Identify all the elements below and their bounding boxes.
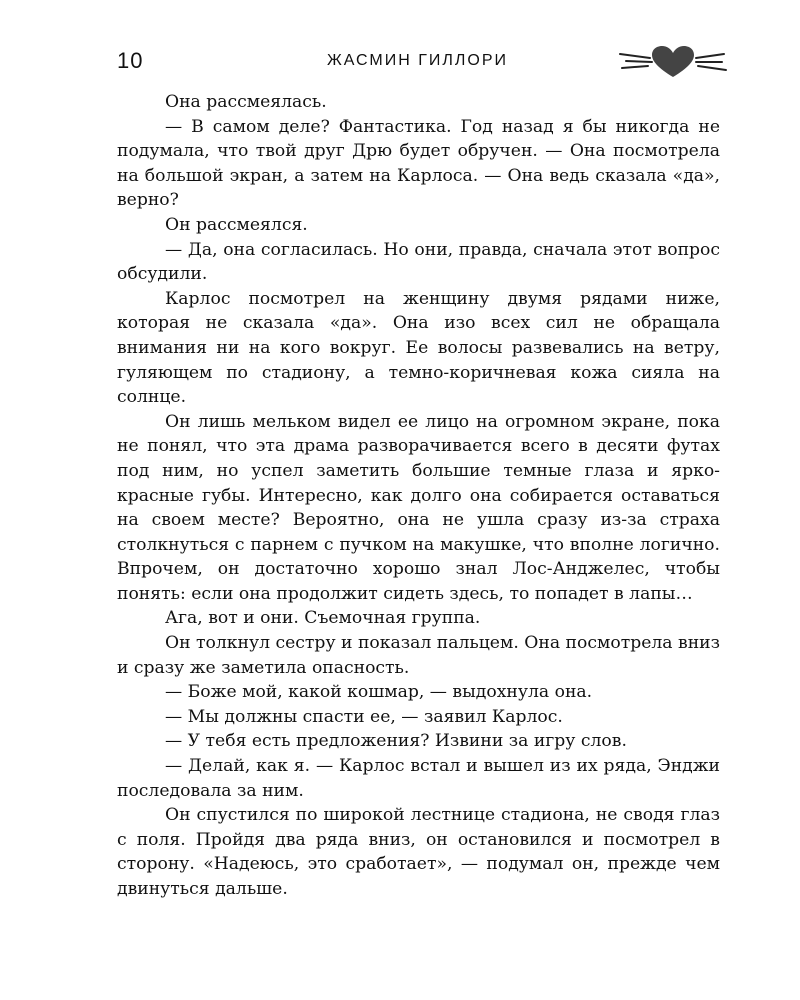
- paragraph: — У тебя есть предложения? Извини за игру слов.: [165, 731, 627, 752]
- paragraph: Он рассмеялся.: [165, 214, 308, 235]
- paragraph: Он спустился по широкой лестнице стадиона, не сводя глаз с поля. Пройдя два ряда вниз, он остановился и посмотрел в сторону. «Надеюсь, это сработает», — подумал он, прежде чем двинуться дальше.: [117, 805, 720, 899]
- page-header: [117, 44, 728, 84]
- paragraph: Она рассмеялась.: [165, 92, 327, 112]
- paragraph: — Боже мой, какой кошмар, — выдохнула она.: [165, 682, 593, 703]
- paragraph: Карлос посмотрел на женщину двумя рядами ниже, которая не сказала «да». Она изо всех сил не обращала внимания ни на кого вокруг. Ее волосы развевались на ветру, гуляющем по стадиону, а темно-коричневая кожа сияла на солнце.: [117, 288, 720, 408]
- page-number: 10: [117, 48, 144, 73]
- paragraph: — Мы должны спасти ее, — заявил Карлос.: [165, 706, 563, 727]
- heart-icon: [618, 44, 728, 80]
- paragraph: — Да, она согласилась. Но они, правда, сначала этот вопрос обсудили.: [117, 239, 720, 285]
- paragraph: Он лишь мельком видел ее лицо на огромном экране, пока не понял, что эта драма разворачивается всего в десяти футах под ним, но успел заметить большие темные глаза и ярко-красные губы. Интересно, как долго она собирается оставаться на своем месте? Вероятно, она не ушла сразу из-за страха столкнуться с парнем с пучком на макушке, что вполне логично. Впрочем, он достаточно хорошо знал Лос-Анджелес, чтобы понять: если она продолжит сидеть здесь, то попадет в лапы…: [117, 411, 720, 604]
- running-title: ЖАСМИН ГИЛЛОРИ: [326, 52, 509, 69]
- paragraph: — Делай, как я. — Карлос встал и вышел из их ряда, Энджи последовала за ним.: [117, 756, 720, 801]
- paragraph: — В самом деле? Фантастика. Год назад я бы никогда не подумала, что твой друг Дрю будет обручен. — Она посмотрела на большой экран, а затем на Карлоса. — Она ведь сказала «да», верно?: [117, 116, 720, 211]
- paragraph: Ага, вот и они. Съемочная группа.: [165, 608, 481, 629]
- paragraph: Он толкнул сестру и показал пальцем. Она посмотрела вниз и сразу же заметила опасность.: [117, 633, 720, 678]
- page-body: [117, 90, 720, 902]
